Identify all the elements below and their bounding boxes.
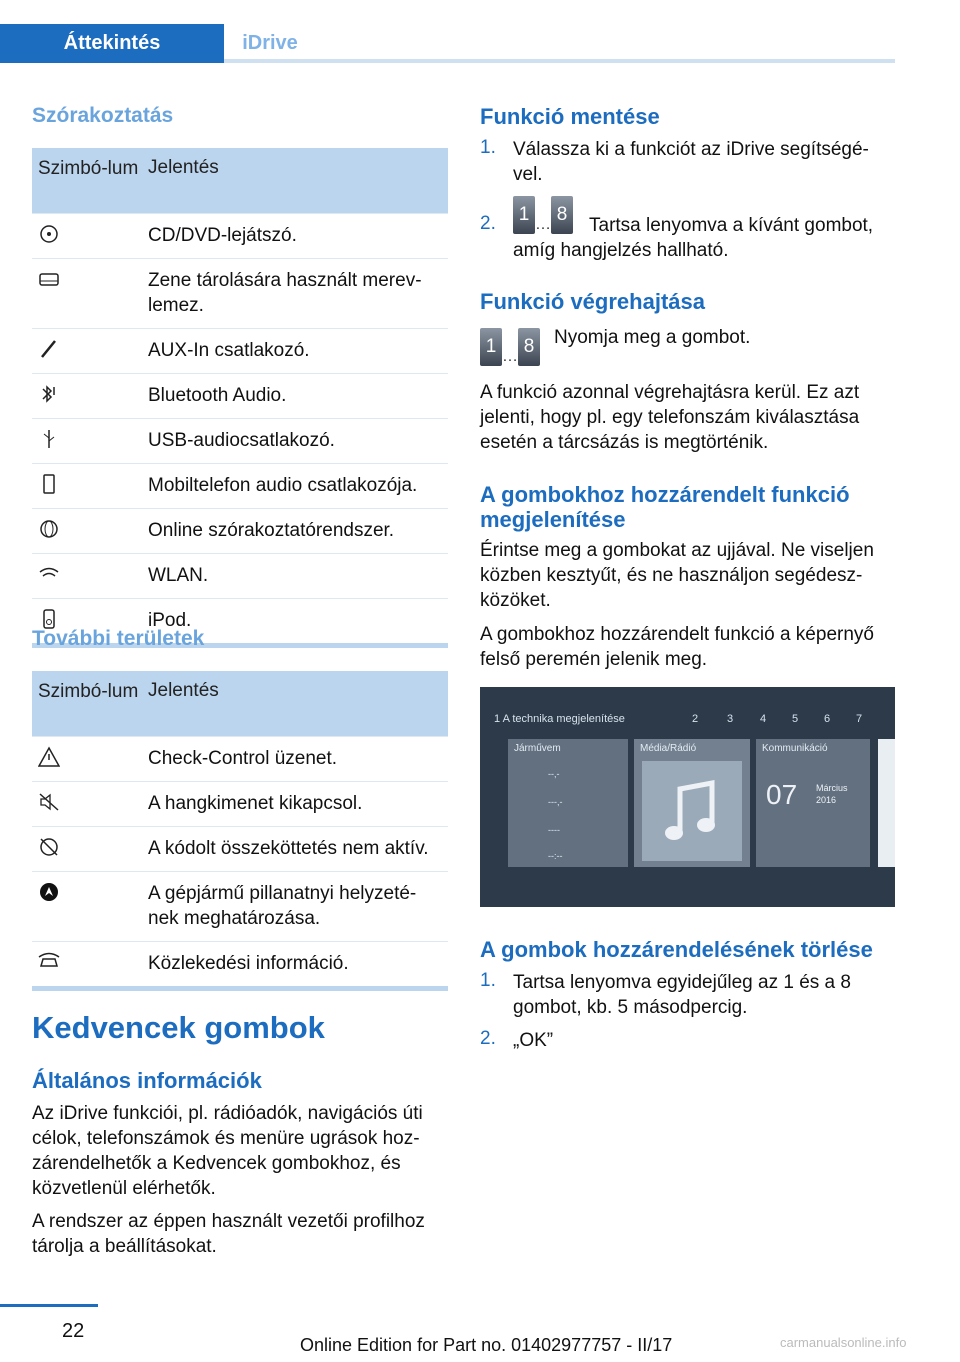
card-value: --,- [548, 769, 560, 779]
date-year: 2016 [816, 795, 837, 805]
meaning-cell: Online szórakoztatórendszer. [142, 509, 448, 554]
meaning-cell: WLAN. [142, 554, 448, 599]
date-day: 07 [766, 779, 798, 810]
title-gombok-torlese: A gombok hozzárendelésének törlése [480, 937, 873, 962]
table-row [32, 214, 448, 259]
table-row [32, 419, 448, 464]
table-row [32, 374, 448, 419]
symbol-cell [32, 737, 142, 782]
card-title: Média/Rádió [640, 743, 697, 754]
symbol-cell [32, 419, 142, 464]
other-areas-symbol-table [32, 671, 448, 991]
entertainment-symbol-table [32, 148, 448, 648]
fav-number: 7 [856, 713, 863, 725]
header-rule [224, 59, 895, 63]
meaning-cell: A hangkimenet kikapcsol. [142, 782, 448, 827]
table-row [32, 259, 448, 329]
col-symbol-header [32, 148, 142, 214]
edition-text: Online Edition for Part no. 01402977757 - II/17 [300, 1335, 673, 1355]
cd-icon [38, 223, 60, 245]
symbol-cell [32, 374, 142, 419]
meaning-cell: iPod. [142, 599, 448, 646]
symbol-cell [32, 259, 142, 329]
table-row [32, 737, 448, 782]
symbol-cell [32, 782, 142, 827]
display-paragraph-2: A gombokhoz hozzárendelt funkció a képernyő felső peremén jelenik meg. [480, 624, 874, 670]
favorite-button-1-icon: 1 [480, 328, 502, 366]
save-step-1: Válassza ki a funkciót az iDrive segítségé-vel. [513, 139, 869, 185]
fav-number: 6 [824, 713, 831, 725]
traffic-info-icon [38, 951, 60, 973]
general-paragraph-2: A rendszer az éppen használt vezetői profilhoz tárolja a beállításokat. [32, 1211, 425, 1257]
title-funkcio-vegrehajtasa: Funkció végrehajtása [480, 289, 705, 314]
meaning-cell: A gépjármű pillanatnyi helyzeté-nek meghatározása. [142, 872, 448, 942]
symbol-cell [32, 554, 142, 599]
table-header [32, 148, 448, 214]
footer-rule [0, 1304, 98, 1307]
symbol-cell [32, 942, 142, 989]
favorites-bar-label: 1 A technika megjelenítése [494, 713, 625, 725]
card-kommunikacio [756, 739, 870, 867]
favorite-button-8-icon: 8 [551, 196, 573, 234]
favorites-bar [494, 713, 881, 731]
card-jarmuvem [508, 739, 628, 867]
col-meaning-label: Jelentés [148, 157, 219, 178]
mobile-phone-icon [38, 473, 60, 495]
meaning-cell: CD/DVD-lejátszó. [142, 214, 448, 259]
fav-number: 5 [792, 713, 799, 725]
encryption-off-icon [38, 836, 60, 858]
section-title-tovabbi: További területek [32, 627, 205, 650]
col-symbol-header [32, 671, 142, 737]
wlan-icon [38, 563, 60, 585]
bluetooth-audio-icon [38, 383, 60, 405]
table-row [32, 509, 448, 554]
exec-paragraph: A funkció azonnal végrehajtásra kerül. Ez azt jelenti, hogy pl. egy telefonszám kiválasztása esetén a tárcsázás is megtörténik. [480, 382, 860, 453]
symbol-cell [32, 827, 142, 872]
title-kedvencek-gombok: Kedvencek gombok [32, 1010, 325, 1045]
tab-attekintes[interactable]: Áttekintés [0, 24, 224, 63]
delete-step-2: „OK” [513, 1030, 554, 1051]
table-row [32, 782, 448, 827]
meaning-cell: Bluetooth Audio. [142, 374, 448, 419]
table-row [32, 827, 448, 872]
dots: … [535, 216, 551, 233]
col-symbol-label: Szimbó-lum [38, 158, 139, 179]
general-paragraph-1: Az iDrive funkciói, pl. rádióadók, navigációs úti célok, telefonszámok és menüre ugrások hoz-zárendelhetők a Kedvencek gombokhoz, és közvetlenül elérhetők. [32, 1103, 423, 1199]
table-row [32, 464, 448, 509]
card-title: Kommunikáció [762, 743, 828, 754]
col-meaning-header [142, 671, 448, 737]
meaning-cell: USB-audiocsatlakozó. [142, 419, 448, 464]
favorite-button-8-icon: 8 [518, 328, 540, 366]
meaning-cell: A kódolt összeköttetés nem aktív. [142, 827, 448, 872]
card-title: Járművem [514, 743, 561, 754]
page-header [0, 0, 895, 63]
delete-step-1: Tartsa lenyomva egyidejűleg az 1 és a 8 gombot, kb. 5 másodpercig. [513, 972, 851, 1018]
watermark: carmanualsonline.info [780, 1335, 907, 1350]
meaning-cell: AUX-In csatlakozó. [142, 329, 448, 374]
symbol-cell [32, 329, 142, 374]
symbol-cell [32, 464, 142, 509]
symbol-cell [32, 509, 142, 554]
symbol-cell [32, 872, 142, 942]
col-meaning-header [142, 148, 448, 214]
meaning-cell: Check-Control üzenet. [142, 737, 448, 782]
card-value: ---- [548, 825, 560, 835]
step-number: 2. [480, 1028, 496, 1049]
meaning-cell: Zene tárolására használt merev-lemez. [142, 259, 448, 329]
section-title-szorakoztatas: Szórakoztatás [32, 104, 174, 127]
mute-icon [38, 791, 60, 813]
aux-in-icon [38, 338, 60, 360]
card-value: --:-- [548, 851, 563, 861]
symbol-cell [32, 214, 142, 259]
harddisk-icon [38, 268, 60, 290]
dots: … [502, 348, 518, 365]
save-step-2: Tartsa lenyomva a kívánt gombot, amíg hangjelzés hallható. [513, 215, 874, 261]
exec-text: Nyomja meg a gombot. [554, 327, 751, 348]
table-row [32, 942, 448, 989]
col-meaning-label: Jelentés [148, 680, 219, 701]
meaning-cell: Közlekedési információ. [142, 942, 448, 989]
tab-idrive[interactable]: iDrive [242, 32, 298, 54]
card-value: ---,- [548, 797, 563, 807]
online-entertainment-icon [38, 518, 60, 540]
step-number: 2. [480, 213, 496, 234]
table-row [32, 329, 448, 374]
warning-icon [38, 746, 60, 768]
fav-number: 2 [692, 713, 699, 725]
meaning-cell: Mobiltelefon audio csatlakozója. [142, 464, 448, 509]
title-gombok-megjelenitese: A gombokhoz hozzárendelt funkció megjelenítése [480, 482, 850, 532]
title-altalanos-informaciok: Általános információk [32, 1068, 262, 1093]
table-row [32, 554, 448, 599]
table-row [32, 872, 448, 942]
col-symbol-label: Szimbó-lum [38, 681, 139, 702]
date-month: Március [816, 783, 848, 793]
next-card-edge [878, 739, 895, 867]
fav-number: 3 [727, 713, 734, 725]
fav-number: 4 [760, 713, 767, 725]
title-funkcio-mentese: Funkció mentése [480, 104, 660, 129]
page-number: 22 [62, 1320, 85, 1342]
favorite-buttons-image [480, 328, 540, 366]
step-number: 1. [480, 970, 496, 991]
position-icon [38, 881, 60, 903]
favorite-button-1-icon: 1 [513, 196, 535, 234]
table-header [32, 671, 448, 737]
card-media-radio [634, 739, 750, 867]
display-paragraph-1: Érintse meg a gombokat az ujjával. Ne viseljen közben kesztyűt, és ne használjon segédesz-közöket. [480, 540, 874, 611]
music-note-icon [642, 761, 742, 861]
usb-icon [38, 428, 60, 450]
step-number: 1. [480, 137, 496, 158]
idrive-screen-image [480, 687, 895, 907]
